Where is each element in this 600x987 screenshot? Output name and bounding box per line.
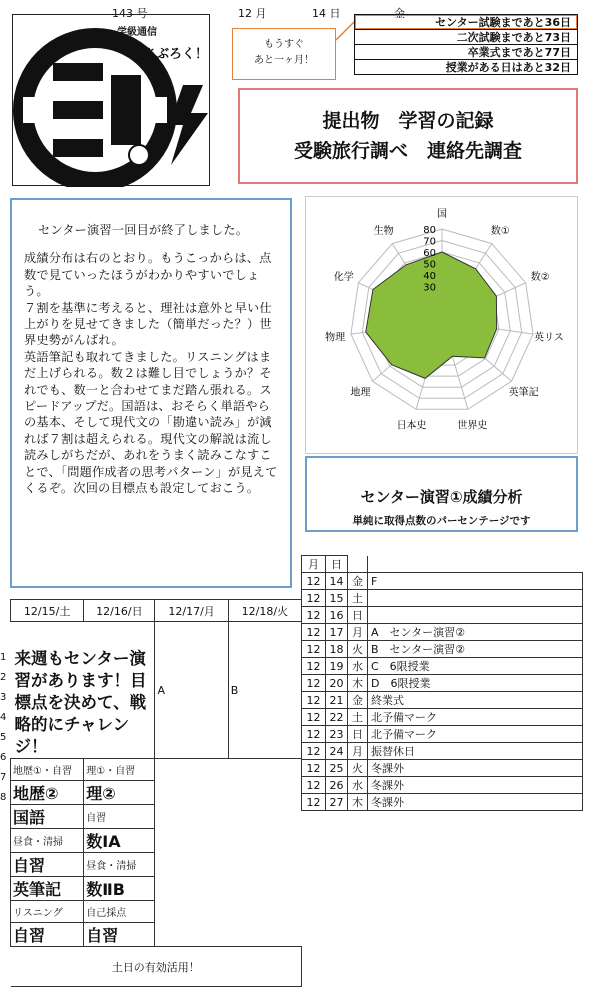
course-a-slot: 地歴①・自習 — [11, 759, 84, 781]
radar-category-label: 国 — [437, 209, 447, 220]
schedule-month: 12 — [302, 590, 326, 607]
schedule-weekday: 木 — [348, 675, 368, 692]
schedule-weekday: 水 — [348, 777, 368, 794]
schedule-event: 冬課外 — [368, 760, 583, 777]
schedule-month: 12 — [302, 658, 326, 675]
countdown-item: 卒業式まであと77日 — [355, 45, 578, 60]
schedule-event: 北予備マーク — [368, 709, 583, 726]
course-a-slot: リスニング — [11, 901, 84, 923]
note-line-1: もうすぐ — [264, 39, 304, 50]
schedule-month: 12 — [302, 743, 326, 760]
schedule-weekday: 金 — [348, 692, 368, 709]
course-a-slot: 英筆記 — [11, 877, 84, 901]
schedule-month: 12 — [302, 794, 326, 811]
logo-emblem — [13, 15, 211, 187]
period-number: 1 — [0, 652, 7, 663]
logo-title: さぶろく！ — [143, 47, 209, 62]
course-b-slot: 昼食・清掃 — [84, 853, 155, 877]
countdown-item: 授業がある日はあと32日 — [355, 60, 578, 75]
radar-category-label: 数② — [530, 272, 550, 284]
radar-chart — [306, 197, 579, 455]
radar-category-label: 物理 — [325, 332, 346, 344]
submissions-box — [238, 88, 578, 184]
countdown-item: 二次試験まであと73日 — [355, 30, 578, 45]
schedule-day: 27 — [326, 794, 348, 811]
submissions-line-1: 提出物 学習の記録 — [322, 110, 494, 132]
schedule-month: 12 — [302, 709, 326, 726]
schedule-event — [368, 607, 583, 624]
schedule-event — [368, 590, 583, 607]
schedule-event: F — [368, 573, 583, 590]
period-numbers — [0, 648, 6, 808]
course-a-slot: 昼食・清掃 — [11, 829, 84, 853]
radar-tick-label: 50 — [423, 259, 436, 271]
schedule-day: 24 — [326, 743, 348, 760]
schedule-day: 18 — [326, 641, 348, 658]
schedule-header-day: 日 — [326, 556, 348, 573]
countdown-item: センター試験まであと36日 — [355, 15, 578, 30]
message-paragraph: ７割を基準に考えると、理社は意外と早い仕上がりを見せてきました（簡単だった？）世界史勢がんばれ。 — [24, 300, 272, 348]
note-line-2: あと一ヶ月！ — [254, 55, 314, 66]
day-header: 12/16/日 — [84, 600, 155, 622]
course-a-slot: 地歴② — [11, 781, 84, 805]
schedule-month: 12 — [302, 726, 326, 743]
schedule-event: 冬課外 — [368, 777, 583, 794]
course-b-slot: 自習 — [84, 805, 155, 829]
message-paragraph: 英語筆記も取れてきました。リスニングはまだ上げられる。数２は難し目でしょうか？それでも、数一と合わせてまだ踏ん張れる。スピードアップだ。国語は、おそらく単語やらの基本、そして現代文の「勘違い読み」が減れば７割は超えられる。現代文の解説は流し読みしがちだが、あれをうまく読みこなすことで、「問題作成者の思考パターン」が見えてくるぞ。次回の目標点も設定しておこう。 — [24, 349, 278, 496]
newsletter-logo — [12, 14, 210, 186]
logo-caption: 学級通信 — [117, 27, 157, 38]
schedule-weekday: 木 — [348, 794, 368, 811]
schedule-header-month: 月 — [302, 556, 326, 573]
chart-caption-box — [305, 456, 578, 532]
schedule-month: 12 — [302, 641, 326, 658]
schedule-month: 12 — [302, 607, 326, 624]
radar-category-label: 英リス — [533, 332, 564, 344]
radar-category-label: 数① — [490, 226, 510, 238]
chart-caption-title: センター演習①成績分析 — [360, 488, 523, 506]
weekend-note — [11, 622, 155, 759]
schedule-weekday: 日 — [348, 607, 368, 624]
message-paragraph: 成績分布は右のとおり。もうこっからは、点数で見ていったほうがわかりやすいでしょう。 — [24, 251, 272, 299]
schedule-month: 12 — [302, 777, 326, 794]
schedule-event: 北予備マーク — [368, 726, 583, 743]
course-a-slot: 自習 — [11, 853, 84, 877]
radar-category-label: 生物 — [373, 226, 394, 238]
schedule-month: 12 — [302, 692, 326, 709]
radar-tick-label: 70 — [423, 236, 436, 248]
schedule-day: 17 — [326, 624, 348, 641]
schedule-event: 終業式 — [368, 692, 583, 709]
schedule-weekday: 金 — [348, 573, 368, 590]
day-header: 12/18/火 — [228, 600, 301, 622]
radar-tick-label: 60 — [423, 248, 436, 259]
header-month: 12 月 — [238, 7, 267, 20]
radar-tick-label: 80 — [423, 225, 436, 236]
course-b-slot: 数ⅡB — [84, 877, 155, 901]
schedule-weekday: 土 — [348, 590, 368, 607]
radar-tick-label: 30 — [423, 282, 436, 294]
course-a-slot: 自習 — [11, 923, 84, 947]
period-number: 5 — [0, 732, 7, 743]
schedule-day: 25 — [326, 760, 348, 777]
course-b-label: B — [228, 622, 301, 759]
radar-category-label: 地理 — [350, 387, 371, 399]
reminder-note — [232, 28, 336, 80]
message-intro: センター演習一回目が終了しました。 — [38, 223, 249, 237]
radar-chart-panel — [305, 196, 578, 454]
schedule-event: 冬課外 — [368, 794, 583, 811]
radar-category-label: 化学 — [333, 272, 354, 284]
period-number: 7 — [0, 772, 7, 783]
schedule-weekday: 月 — [348, 624, 368, 641]
schedule-weekday: 火 — [348, 641, 368, 658]
course-a-slot: 国語 — [11, 805, 84, 829]
schedule-day: 21 — [326, 692, 348, 709]
schedule-weekday: 土 — [348, 709, 368, 726]
schedule-event: A センター演習② — [368, 624, 583, 641]
schedule-day: 16 — [326, 607, 348, 624]
schedule-weekday: 月 — [348, 743, 368, 760]
teacher-message — [10, 198, 292, 588]
schedule-day: 14 — [326, 573, 348, 590]
course-b-slot: 自己採点 — [84, 901, 155, 923]
weekly-timetable — [10, 599, 302, 987]
weekend-message: 来週もセンター演習があります！目標点を決めて、戦略的にチャレンジ！ — [14, 649, 147, 756]
header-weekday: 金 — [394, 7, 405, 20]
schedule-weekday: 水 — [348, 658, 368, 675]
schedule-table — [301, 555, 583, 811]
radar-category-label: 英筆記 — [508, 387, 539, 399]
radar-category-label: 日本史 — [396, 420, 427, 432]
course-b-slot: 数IA — [84, 829, 155, 853]
schedule-day: 22 — [326, 709, 348, 726]
period-number: 4 — [0, 712, 7, 723]
chart-caption-subtitle: 単純に取得点数のパーセンテージです — [352, 515, 531, 527]
schedule-month: 12 — [302, 573, 326, 590]
radar-tick-label: 40 — [423, 271, 436, 282]
schedule-day: 20 — [326, 675, 348, 692]
timetable-footer: 土日の有効活用！ — [11, 947, 302, 987]
schedule-weekday: 火 — [348, 760, 368, 777]
schedule-month: 12 — [302, 760, 326, 777]
schedule-day: 23 — [326, 726, 348, 743]
schedule-day: 26 — [326, 777, 348, 794]
course-b-slot: 理①・自習 — [84, 759, 155, 781]
schedule-day: 19 — [326, 658, 348, 675]
period-number: 3 — [0, 692, 7, 703]
radar-category-label: 世界史 — [457, 420, 488, 432]
schedule-month: 12 — [302, 675, 326, 692]
course-a-label: A — [155, 622, 228, 759]
submissions-line-2: 受験旅行調べ 連絡先調査 — [293, 140, 522, 162]
day-header: 12/15/土 — [11, 600, 84, 622]
schedule-weekday: 日 — [348, 726, 368, 743]
course-b-slot: 自習 — [84, 923, 155, 947]
schedule-event: C 6限授業 — [368, 658, 583, 675]
period-number: 8 — [0, 792, 7, 803]
course-b-slot: 理② — [84, 781, 155, 805]
schedule-event: B センター演習② — [368, 641, 583, 658]
schedule-event: D 6限授業 — [368, 675, 583, 692]
schedule-event: 振替休日 — [368, 743, 583, 760]
header-day: 14 日 — [312, 7, 341, 20]
period-number: 2 — [0, 672, 7, 683]
schedule-month: 12 — [302, 624, 326, 641]
issue-number: 143 号 — [112, 7, 148, 20]
day-header: 12/17/月 — [155, 600, 228, 622]
period-number: 6 — [0, 752, 7, 763]
countdown-table — [354, 14, 578, 75]
schedule-day: 15 — [326, 590, 348, 607]
